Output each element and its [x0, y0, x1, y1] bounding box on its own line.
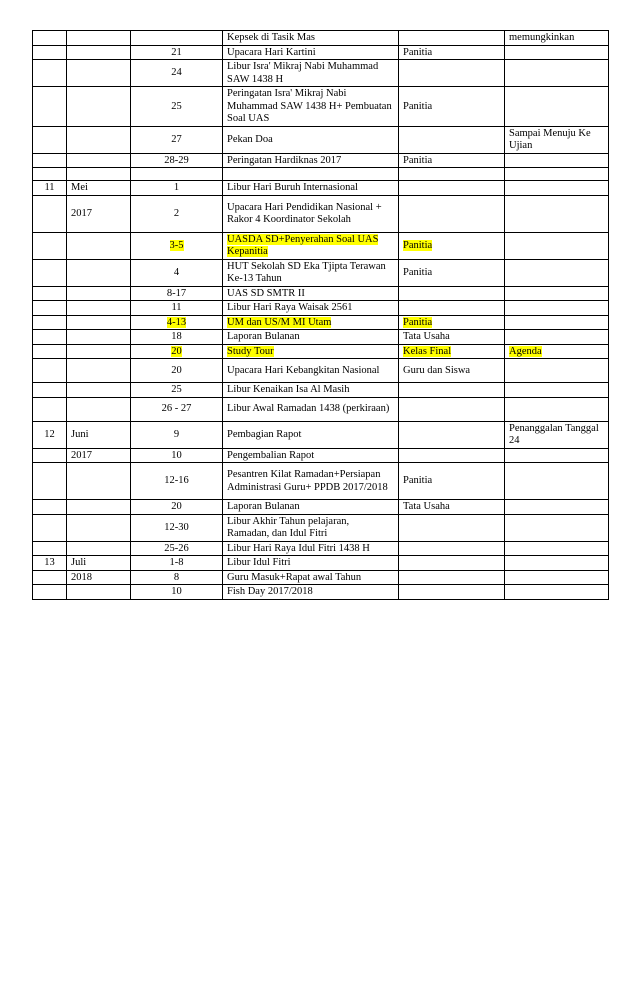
cell-date [131, 344, 223, 359]
activity-text: Libur Hari Raya Idul Fitri 1438 H [227, 542, 370, 554]
cell-no [33, 168, 67, 181]
pic-text: Panitia [403, 46, 433, 58]
cell-no [33, 500, 67, 515]
cell-activity [223, 315, 399, 330]
cell-date [131, 556, 223, 571]
cell-month [67, 153, 131, 168]
cell-month [67, 514, 131, 541]
cell-note [505, 397, 609, 421]
table-row [33, 286, 609, 301]
date-text: 21 [171, 46, 182, 58]
cell-date [131, 500, 223, 515]
pic-text: Panitia [403, 316, 433, 328]
cell-date [131, 286, 223, 301]
cell-activity [223, 286, 399, 301]
cell-month [67, 286, 131, 301]
pic-text: Panitia [403, 154, 433, 166]
cell-note [505, 60, 609, 87]
cell-no [33, 153, 67, 168]
cell-date [131, 330, 223, 345]
cell-no [33, 448, 67, 463]
cell-note [505, 421, 609, 448]
cell-month [67, 570, 131, 585]
date-text: 12-16 [164, 475, 189, 487]
cell-note [505, 153, 609, 168]
date-text: 3-5 [169, 239, 184, 251]
activity-text: Pengembalian Rapot [227, 449, 315, 461]
cell-pic [399, 514, 505, 541]
cell-pic [399, 87, 505, 127]
cell-activity [223, 344, 399, 359]
table-row [33, 359, 609, 383]
cell-date [131, 541, 223, 556]
table-row [33, 60, 609, 87]
cell-pic [399, 541, 505, 556]
table-row [33, 330, 609, 345]
cell-activity [223, 514, 399, 541]
cell-activity [223, 301, 399, 316]
cell-date [131, 421, 223, 448]
cell-date [131, 87, 223, 127]
cell-pic [399, 556, 505, 571]
cell-no [33, 514, 67, 541]
pic-text: Panitia [403, 239, 433, 251]
activity-text: UAS SD SMTR II [227, 287, 305, 299]
cell-date [131, 383, 223, 398]
date-text: 12-30 [164, 521, 189, 533]
table-row [33, 463, 609, 500]
cell-activity [223, 45, 399, 60]
cell-note [505, 500, 609, 515]
note-text: memungkinkan [509, 32, 575, 43]
date-text: 27 [171, 133, 182, 145]
cell-month [67, 383, 131, 398]
cell-activity [223, 397, 399, 421]
cell-no [33, 232, 67, 259]
activity-text: Peringatan Isra' Mikraj Nabi Muhammad SAW 1438 H+ Pembuatan Soal UAS [227, 88, 392, 124]
date-text: 20 [171, 501, 182, 512]
schedule-table [32, 30, 609, 600]
cell-no [33, 259, 67, 286]
cell-pic [399, 448, 505, 463]
table-row [33, 421, 609, 448]
cell-no [33, 383, 67, 398]
cell-no [33, 359, 67, 383]
table-row [33, 232, 609, 259]
date-text: 9 [173, 428, 180, 440]
date-text: 18 [171, 331, 182, 342]
cell-date [131, 397, 223, 421]
date-text: 11 [171, 302, 182, 313]
cell-date [131, 60, 223, 87]
cell-month [67, 397, 131, 421]
activity-text: Pekan Doa [227, 133, 273, 145]
cell-pic [399, 60, 505, 87]
cell-pic [399, 570, 505, 585]
month-text: Mei [71, 182, 88, 193]
table-row [33, 500, 609, 515]
table-row [33, 168, 609, 181]
cell-activity [223, 195, 399, 232]
cell-month [67, 301, 131, 316]
activity-text: Libur Hari Raya Waisak 2561 [227, 302, 353, 313]
date-text: 2 [173, 207, 180, 219]
pic-text: Guru dan Siswa [403, 364, 471, 376]
cell-no [33, 330, 67, 345]
date-text: 25 [171, 384, 182, 395]
pic-text: Kelas Final [403, 345, 452, 357]
note-text: Sampai Menuju Ke Ujian [509, 127, 591, 151]
cell-no [33, 195, 67, 232]
cell-date [131, 31, 223, 46]
cell-date [131, 195, 223, 232]
table-row [33, 315, 609, 330]
activity-text: Upacara Hari Pendidikan Nasional + Rakor 4 Koordinator Sekolah [227, 201, 382, 225]
date-text: 26 - 27 [161, 403, 192, 415]
cell-no [33, 463, 67, 500]
cell-no [33, 315, 67, 330]
activity-text: UASDA SD+Penyerahan Soal UAS Kepanitia [227, 233, 379, 257]
cell-activity [223, 448, 399, 463]
cell-month [67, 168, 131, 181]
cell-date [131, 181, 223, 196]
activity-text: Study Tour [227, 345, 274, 357]
no-text: 13 [44, 557, 55, 568]
cell-no [33, 556, 67, 571]
date-text: 8 [173, 571, 180, 583]
cell-month [67, 448, 131, 463]
cell-no [33, 397, 67, 421]
cell-note [505, 344, 609, 359]
cell-date [131, 232, 223, 259]
cell-pic [399, 168, 505, 181]
pic-text: Panitia [403, 475, 433, 487]
cell-month [67, 195, 131, 232]
cell-month [67, 87, 131, 127]
date-text: 1 [173, 182, 180, 193]
date-text: 25-26 [164, 542, 189, 554]
cell-date [131, 153, 223, 168]
cell-month [67, 181, 131, 196]
activity-text: Upacara Hari Kebangkitan Nasional [227, 364, 380, 376]
activity-text: HUT Sekolah SD Eka Tjipta Terawan Ke-13 Tahun [227, 260, 386, 284]
cell-pic [399, 383, 505, 398]
date-text: 28-29 [164, 154, 189, 166]
cell-activity [223, 232, 399, 259]
cell-no [33, 541, 67, 556]
cell-activity [223, 500, 399, 515]
cell-note [505, 168, 609, 181]
cell-note [505, 315, 609, 330]
cell-activity [223, 60, 399, 87]
table-row [33, 126, 609, 153]
cell-no [33, 570, 67, 585]
activity-text: Libur Awal Ramadan 1438 (perkiraan) [227, 403, 390, 415]
month-text: Juli [71, 557, 87, 568]
activity-text: Laporan Bulanan [227, 331, 300, 342]
cell-pic [399, 421, 505, 448]
cell-note [505, 463, 609, 500]
cell-month [67, 585, 131, 600]
month-text: 2017 [71, 207, 92, 219]
no-text: 11 [44, 182, 55, 193]
activity-text: Laporan Bulanan [227, 501, 300, 512]
activity-text: Pesantren Kilat Ramadan+Persiapan Administrasi Guru+ PPDB 2017/2018 [227, 469, 388, 493]
date-text: 4-13 [166, 316, 187, 328]
cell-month [67, 126, 131, 153]
cell-no [33, 286, 67, 301]
activity-text: Libur Akhir Tahun pelajaran, Ramadan, dan Idul Fitri [227, 515, 350, 539]
cell-pic [399, 126, 505, 153]
table-row [33, 45, 609, 60]
cell-activity [223, 541, 399, 556]
cell-no [33, 421, 67, 448]
activity-text: Libur Kenaikan Isa Al Masih [227, 384, 350, 395]
cell-pic [399, 232, 505, 259]
cell-pic [399, 344, 505, 359]
date-text: 8-17 [166, 287, 187, 299]
cell-no [33, 45, 67, 60]
cell-date [131, 448, 223, 463]
date-text: 20 [171, 345, 182, 357]
cell-date [131, 168, 223, 181]
date-text: 10 [171, 449, 182, 461]
cell-pic [399, 359, 505, 383]
table-row [33, 259, 609, 286]
cell-note [505, 195, 609, 232]
cell-no [33, 344, 67, 359]
cell-date [131, 514, 223, 541]
activity-text: Fish Day 2017/2018 [227, 586, 313, 597]
cell-pic [399, 315, 505, 330]
table-row [33, 31, 609, 46]
cell-note [505, 31, 609, 46]
activity-text: Peringatan Hardiknas 2017 [227, 154, 342, 166]
cell-note [505, 556, 609, 571]
cell-month [67, 463, 131, 500]
cell-month [67, 359, 131, 383]
cell-activity [223, 126, 399, 153]
activity-text: Upacara Hari Kartini [227, 46, 316, 58]
table-row [33, 397, 609, 421]
date-text: 24 [171, 67, 182, 79]
cell-activity [223, 383, 399, 398]
cell-date [131, 259, 223, 286]
cell-pic [399, 286, 505, 301]
cell-activity [223, 153, 399, 168]
date-text: 25 [171, 100, 182, 112]
cell-pic [399, 31, 505, 46]
table-row [33, 87, 609, 127]
cell-pic [399, 397, 505, 421]
cell-month [67, 232, 131, 259]
activity-text: Kepsek di Tasik Mas [227, 32, 316, 43]
cell-no [33, 181, 67, 196]
cell-pic [399, 153, 505, 168]
cell-month [67, 315, 131, 330]
cell-note [505, 126, 609, 153]
table-row [33, 181, 609, 196]
cell-pic [399, 463, 505, 500]
cell-month [67, 259, 131, 286]
cell-note [505, 259, 609, 286]
cell-note [505, 448, 609, 463]
cell-note [505, 87, 609, 127]
note-text: Agenda [509, 345, 542, 357]
table-row [33, 153, 609, 168]
cell-no [33, 31, 67, 46]
cell-activity [223, 570, 399, 585]
table-row [33, 541, 609, 556]
cell-pic [399, 585, 505, 600]
activity-text: Libur Idul Fitri [227, 557, 291, 568]
cell-month [67, 31, 131, 46]
cell-activity [223, 359, 399, 383]
cell-date [131, 126, 223, 153]
table-row [33, 195, 609, 232]
pic-text: Tata Usaha [403, 331, 450, 342]
cell-month [67, 344, 131, 359]
table-row [33, 448, 609, 463]
cell-no [33, 60, 67, 87]
activity-text: Pembagian Rapot [227, 428, 302, 440]
activity-text: Libur Hari Buruh Internasional [227, 182, 358, 193]
cell-month [67, 60, 131, 87]
cell-date [131, 463, 223, 500]
table-row [33, 514, 609, 541]
month-text: 2017 [71, 449, 92, 461]
cell-pic [399, 500, 505, 515]
cell-month [67, 421, 131, 448]
cell-note [505, 301, 609, 316]
cell-activity [223, 556, 399, 571]
cell-note [505, 330, 609, 345]
table-row [33, 383, 609, 398]
cell-date [131, 570, 223, 585]
activity-text: UM dan US/M MI Utam [227, 316, 332, 328]
cell-month [67, 45, 131, 60]
cell-note [505, 181, 609, 196]
cell-date [131, 301, 223, 316]
cell-pic [399, 181, 505, 196]
cell-activity [223, 585, 399, 600]
cell-no [33, 87, 67, 127]
cell-month [67, 541, 131, 556]
cell-date [131, 585, 223, 600]
cell-no [33, 301, 67, 316]
activity-text: Guru Masuk+Rapat awal Tahun [227, 571, 362, 583]
date-text: 4 [173, 266, 180, 278]
cell-note [505, 232, 609, 259]
month-text: 2018 [71, 571, 92, 583]
cell-pic [399, 330, 505, 345]
table-row [33, 301, 609, 316]
table-row [33, 585, 609, 600]
cell-date [131, 315, 223, 330]
date-text: 20 [171, 364, 182, 376]
pic-text: Panitia [403, 266, 433, 278]
cell-activity [223, 31, 399, 46]
table-row [33, 570, 609, 585]
schedule-table-body [33, 31, 609, 600]
cell-month [67, 330, 131, 345]
cell-month [67, 556, 131, 571]
table-row [33, 344, 609, 359]
cell-note [505, 359, 609, 383]
cell-pic [399, 301, 505, 316]
cell-activity [223, 181, 399, 196]
cell-activity [223, 463, 399, 500]
cell-date [131, 359, 223, 383]
cell-note [505, 514, 609, 541]
cell-note [505, 45, 609, 60]
pic-text: Tata Usaha [403, 501, 450, 512]
pic-text: Panitia [403, 100, 433, 112]
no-text: 12 [44, 428, 55, 440]
cell-month [67, 500, 131, 515]
date-text: 10 [171, 586, 182, 597]
cell-activity [223, 259, 399, 286]
cell-note [505, 585, 609, 600]
date-text: 1-8 [169, 557, 184, 568]
cell-activity [223, 421, 399, 448]
cell-pic [399, 45, 505, 60]
note-text: Penanggalan Tanggal 24 [509, 422, 599, 446]
cell-pic [399, 195, 505, 232]
cell-note [505, 383, 609, 398]
cell-pic [399, 259, 505, 286]
cell-no [33, 126, 67, 153]
cell-activity [223, 168, 399, 181]
activity-text: Libur Isra' Mikraj Nabi Muhammad SAW 1438 H [227, 61, 379, 85]
cell-date [131, 45, 223, 60]
cell-note [505, 286, 609, 301]
cell-note [505, 570, 609, 585]
cell-activity [223, 87, 399, 127]
cell-activity [223, 330, 399, 345]
table-row [33, 556, 609, 571]
cell-no [33, 585, 67, 600]
cell-note [505, 541, 609, 556]
month-text: Juni [71, 428, 89, 440]
